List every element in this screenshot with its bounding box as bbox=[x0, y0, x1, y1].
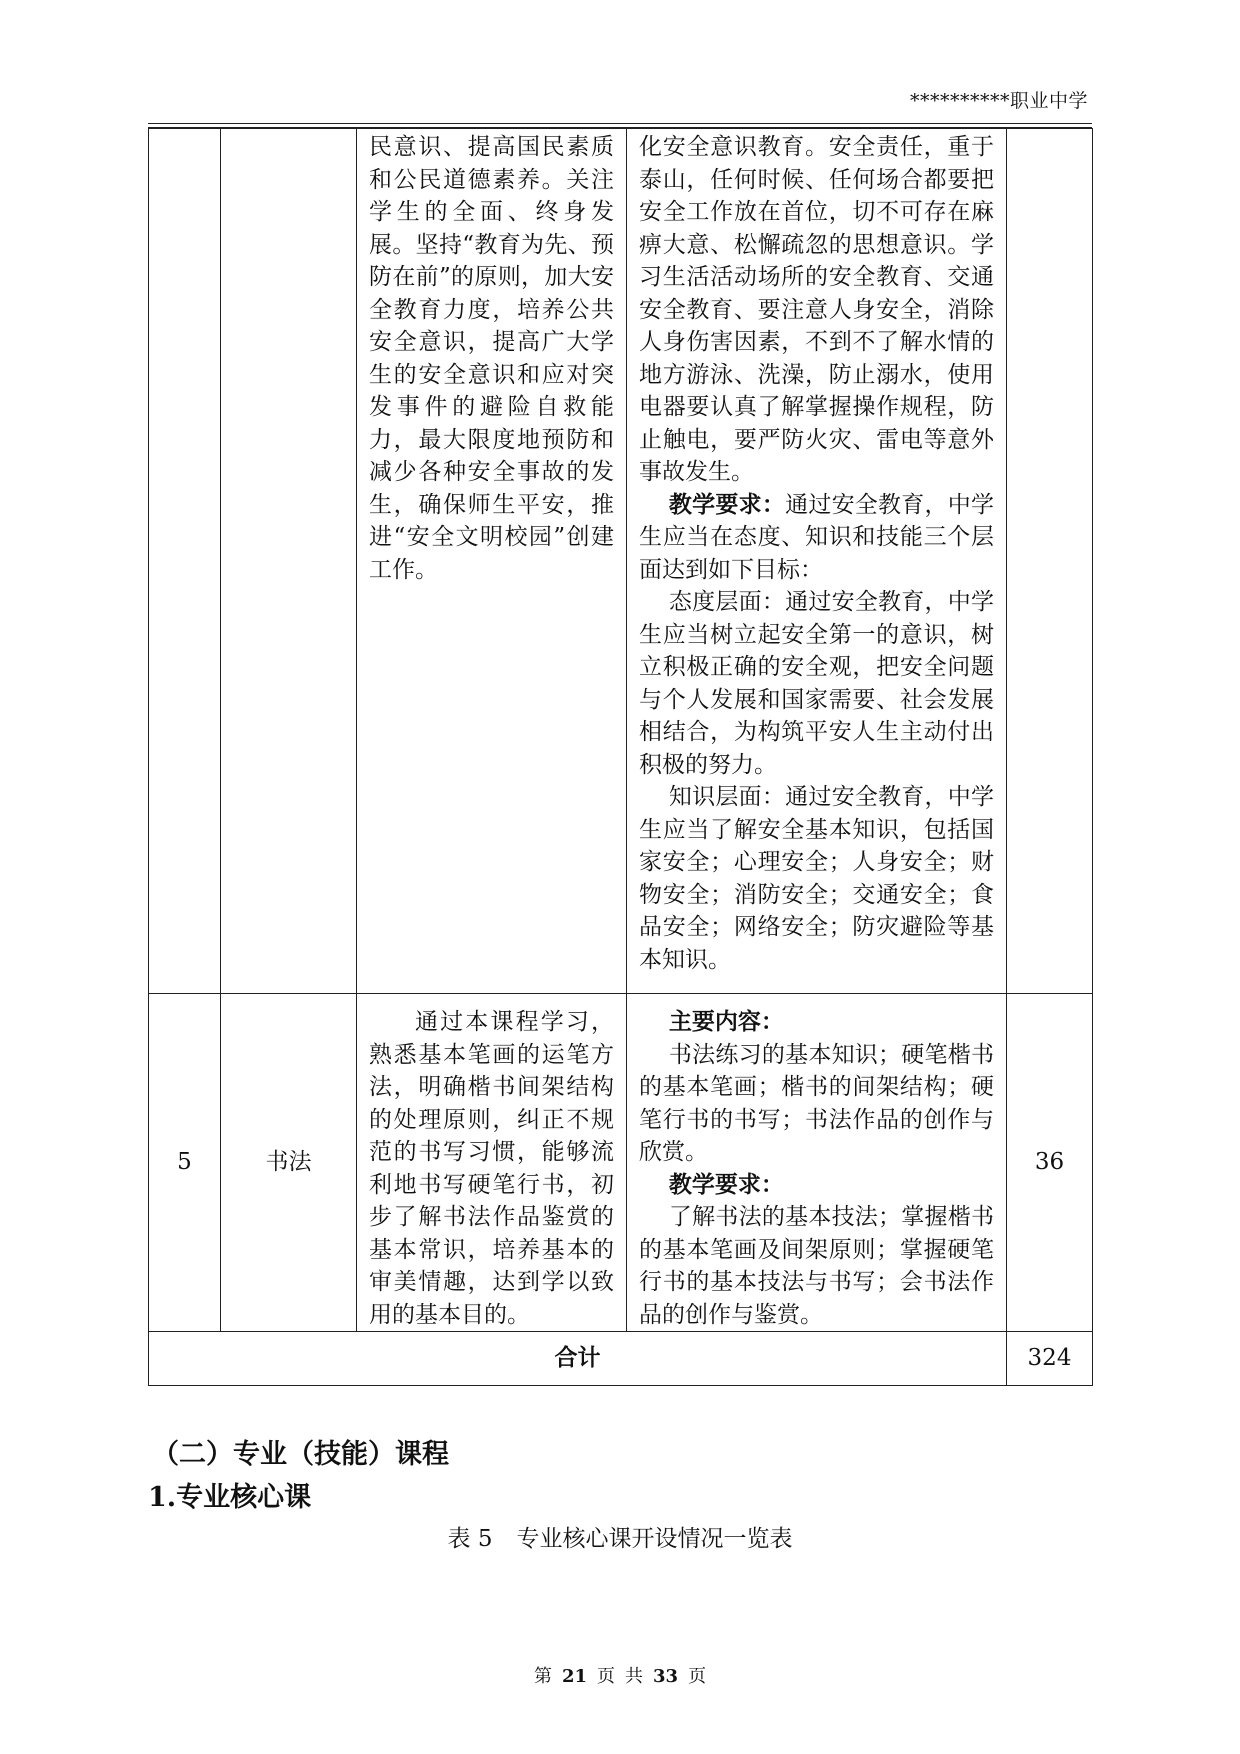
table-row bbox=[149, 994, 1093, 1332]
cell-hours: 36 bbox=[1007, 994, 1093, 1332]
req-text: 通过安全教育，中学生应当在态度、知识和技能三个层面达到如下目标： bbox=[639, 491, 995, 583]
objective-text: 通过本课程学习，熟悉基本笔画的运笔方法，明确楷书间架结构的处理原则，纠正不规范的书写习惯，能够流利地书写硬笔行书，初步了解书法作品鉴赏的基本常识，培养基本的审美情趣，达到学以致用的基本目的。 bbox=[369, 1009, 614, 1328]
footer-ye2: 页 bbox=[688, 1666, 707, 1687]
cell-course-name: 书法 bbox=[221, 994, 357, 1332]
total-hours: 324 bbox=[1007, 1332, 1093, 1386]
cell-content bbox=[627, 129, 1007, 994]
cell-hours-empty bbox=[1007, 129, 1093, 994]
caption-number: 表 5 bbox=[447, 1526, 493, 1552]
page-number: 21 bbox=[561, 1666, 587, 1687]
page-footer bbox=[0, 1662, 1240, 1688]
course-table bbox=[148, 128, 1093, 1386]
subsection-title: 1.专业核心课 bbox=[148, 1482, 312, 1513]
footer-di: 第 bbox=[533, 1666, 552, 1687]
caption-text: 专业核心课开设情况一览表 bbox=[516, 1526, 793, 1552]
page-total: 33 bbox=[653, 1666, 679, 1687]
cell-objective bbox=[357, 129, 627, 994]
footer-ye: 页 bbox=[597, 1666, 615, 1687]
table-row-continued bbox=[149, 129, 1093, 994]
req-label: 教学要求： bbox=[668, 1170, 784, 1198]
total-label: 合计 bbox=[149, 1332, 1007, 1386]
objective-text: 民意识、提高国民素质和公民道德素养。关注学生的全面、终身发展。坚持“教育为先、预防在前”的原则，加大安全教育力度，培养公共安全意识，提高广大学生的安全意识和应对突发事件的避险自救能力，最大限度地预防和减少各种安全事故的发生，确保师生平安，推进“安全文明校园”创建工作。 bbox=[369, 134, 614, 583]
cell-content bbox=[627, 994, 1007, 1332]
content-label: 主要内容： bbox=[668, 1008, 784, 1035]
content-text: 书法练习的基本知识；硬笔楷书的基本笔画；楷书的间架结构；硬笔行书的书写；书法作品的创作与欣赏。 bbox=[639, 1041, 994, 1165]
section-title: （二）专业（技能）课程 bbox=[152, 1439, 449, 1470]
header-school-name: **********职业中学 bbox=[909, 90, 1088, 112]
table-caption bbox=[0, 1520, 1240, 1553]
header-rule bbox=[148, 123, 1092, 124]
cell-course-empty bbox=[221, 129, 357, 994]
footer-gong: 共 bbox=[625, 1666, 643, 1687]
cell-no-empty bbox=[149, 129, 221, 994]
req-text: 了解书法的基本技法；掌握楷书的基本笔画及间架原则；掌握硬笔行书的基本技法与书写；会书法作品的创作与鉴赏。 bbox=[639, 1204, 994, 1328]
knowledge-text: 知识层面：通过安全教育，中学生应当了解安全基本知识，包括国家安全；心理安全；人身安全；财物安全；消防安全；交通安全；食品安全；网络安全；防灾避险等基本知识。 bbox=[639, 784, 994, 973]
table-row-total bbox=[149, 1332, 1093, 1386]
cell-no: 5 bbox=[149, 994, 221, 1332]
content-intro-text: 化安全意识教育。安全责任，重于泰山，任何时候、任何场合都要把安全工作放在首位，切不可存在麻痹大意、松懈疏忽的思想意识。学习生活活动场所的安全教育、交通安全教育、要注意人身安全，消除人身伤害因素，不到不了解水情的地方游泳、洗澡，防止溺水，使用电器要认真了解掌握操作规程，防止触电，要严防火灾、雷电等意外事故发生。 bbox=[639, 134, 994, 485]
attitude-text: 态度层面：通过安全教育，中学生应当树立起安全第一的意识，树立积极正确的安全观，把安全问题与个人发展和国家需要、社会发展相结合，为构筑平安人生主动付出积极的努力。 bbox=[639, 589, 994, 778]
req-label: 教学要求： bbox=[668, 490, 786, 518]
cell-objective bbox=[357, 994, 627, 1332]
